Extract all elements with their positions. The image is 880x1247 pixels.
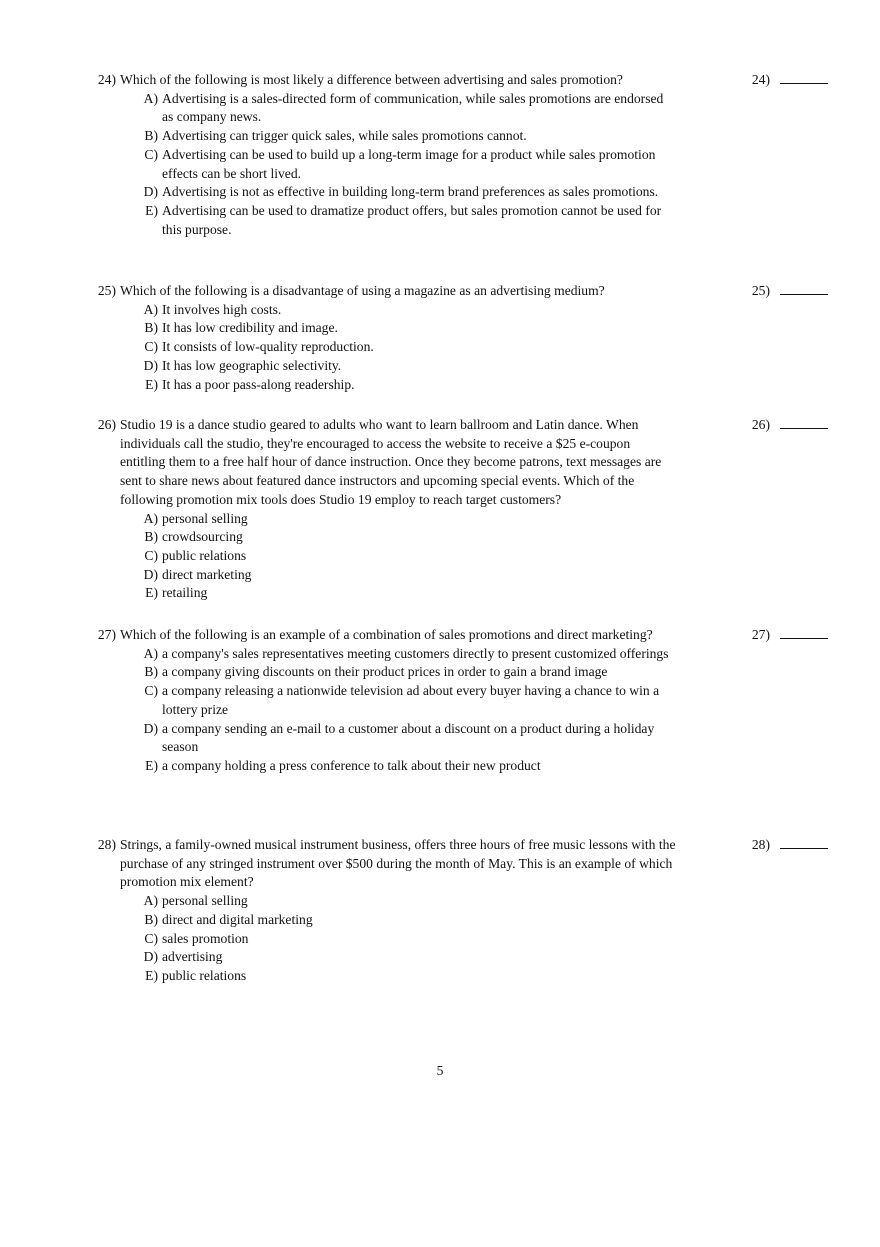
option-text: It involves high costs. (162, 301, 282, 317)
option-a (136, 510, 835, 529)
option-text: personal selling (162, 893, 248, 909)
option-letter: C) (144, 683, 158, 699)
question-number: 24) (97, 72, 116, 87)
question-28 (90, 836, 835, 986)
option-c (136, 146, 835, 183)
option-text: a company's sales representatives meeting customers directly to present customized offerings (162, 645, 669, 661)
option-e (136, 584, 835, 603)
option-text: It consists of low-quality reproduction. (162, 339, 374, 355)
question-text: Studio 19 is a dance studio geared to adults who want to learn ballroom and Latin dance. When individuals call the studio, they're encouraged to access the website to receive a $25 e-coupon entitling them to a free half hour of dance instruction. Once they become patrons, text messages are sent to share news about featured dance instructors and upcoming special events. Which of the following promotion mix tools does Studio 19 employ to reach target customers? (120, 417, 662, 507)
option-b (136, 127, 835, 146)
option-text: retailing (162, 585, 208, 601)
option-e (136, 757, 835, 776)
option-e (136, 202, 835, 239)
option-letter: C) (144, 146, 158, 162)
answer-slot (750, 71, 828, 90)
option-letter: C) (144, 547, 158, 563)
option-text: Advertising can be used to dramatize product offers, but sales promotion cannot be used for this purpose. (162, 202, 662, 237)
option-d (136, 357, 835, 376)
options-list (136, 510, 835, 604)
question-stem (90, 626, 835, 645)
question-24 (90, 71, 835, 239)
option-b (136, 319, 835, 338)
answer-blank[interactable] (780, 836, 828, 849)
option-letter: E) (145, 757, 158, 773)
option-d (136, 948, 835, 967)
answer-number: 27) (751, 627, 770, 642)
option-letter: A) (143, 645, 158, 661)
option-text: Advertising is not as effective in building long-term brand preferences as sales promotions. (162, 184, 659, 200)
option-letter: E) (145, 967, 158, 983)
option-text: direct marketing (162, 566, 252, 582)
answer-number: 26) (751, 417, 770, 432)
option-letter: D) (143, 357, 158, 373)
answer-number: 28) (751, 837, 770, 852)
option-b (136, 663, 835, 682)
option-letter: D) (143, 184, 158, 200)
option-text: crowdsourcing (162, 529, 243, 545)
option-letter: A) (143, 893, 158, 909)
option-text: direct and digital marketing (162, 911, 313, 927)
option-d (136, 720, 835, 757)
option-text: a company holding a press conference to talk about their new product (162, 757, 541, 773)
option-text: Advertising can be used to build up a long-term image for a product while sales promotion effects can be short lived. (162, 146, 656, 181)
option-e (136, 376, 835, 395)
option-text: It has a poor pass-along readership. (162, 376, 355, 392)
option-text: a company giving discounts on their product prices in order to gain a brand image (162, 664, 608, 680)
question-number: 26) (97, 417, 116, 432)
option-e (136, 967, 835, 986)
answer-blank[interactable] (780, 71, 828, 84)
question-text: Which of the following is an example of a combination of sales promotions and direct marketing? (120, 627, 653, 642)
question-text: Which of the following is a disadvantage of using a magazine as an advertising medium? (120, 283, 605, 298)
option-text: personal selling (162, 510, 248, 526)
question-stem (90, 282, 835, 301)
answer-blank[interactable] (780, 626, 828, 639)
option-text: sales promotion (162, 930, 249, 946)
option-c (136, 547, 835, 566)
option-letter: B) (144, 529, 158, 545)
question-stem (90, 836, 835, 892)
options-list (136, 892, 835, 986)
question-text: Strings, a family-owned musical instrument business, offers three hours of free music lessons with the purchase of any stringed instrument over $500 during the month of May. This is an example of which promotion mix element? (120, 837, 676, 890)
question-25 (90, 282, 835, 394)
option-text: a company sending an e-mail to a customer about a discount on a product during a holiday season (162, 720, 655, 755)
option-text: Advertising can trigger quick sales, while sales promotions cannot. (162, 128, 527, 144)
option-text: public relations (162, 547, 247, 563)
option-letter: E) (145, 202, 158, 218)
answer-slot (750, 626, 828, 645)
answer-blank[interactable] (780, 416, 828, 429)
option-letter: B) (144, 320, 158, 336)
option-text: a company releasing a nationwide television ad about every buyer having a chance to win a lottery prize (162, 683, 660, 717)
option-c (136, 930, 835, 949)
option-text: Advertising is a sales-directed form of communication, while sales promotions are endorsed as company news. (162, 90, 664, 125)
option-letter: D) (143, 949, 158, 965)
option-letter: B) (144, 664, 158, 680)
option-letter: A) (143, 510, 158, 526)
option-letter: C) (144, 339, 158, 355)
option-a (136, 90, 835, 127)
option-text: advertising (162, 949, 223, 965)
question-number: 27) (97, 627, 116, 642)
option-letter: B) (144, 128, 158, 144)
question-stem (90, 71, 835, 90)
option-letter: E) (145, 376, 158, 392)
option-letter: A) (143, 301, 158, 317)
option-letter: D) (143, 566, 158, 582)
option-a (136, 645, 835, 664)
option-letter: C) (144, 930, 158, 946)
answer-blank[interactable] (780, 282, 828, 295)
page-number: 5 (436, 1063, 444, 1078)
option-b (136, 528, 835, 547)
option-d (136, 566, 835, 585)
answer-slot (750, 416, 828, 435)
option-text: It has low geographic selectivity. (162, 357, 342, 373)
option-c (136, 682, 835, 719)
option-letter: A) (143, 90, 158, 106)
options-list (136, 301, 835, 395)
question-27 (90, 626, 835, 776)
answer-number: 24) (751, 72, 770, 87)
option-letter: D) (143, 720, 158, 736)
answer-slot (750, 282, 828, 301)
option-a (136, 892, 835, 911)
option-a (136, 301, 835, 320)
question-number: 28) (97, 837, 116, 852)
options-list (136, 645, 835, 776)
question-text: Which of the following is most likely a difference between advertising and sales promotion? (120, 72, 623, 87)
option-b (136, 911, 835, 930)
question-stem (90, 416, 835, 510)
answer-number: 25) (751, 283, 770, 298)
option-letter: B) (144, 911, 158, 927)
option-text: public relations (162, 967, 247, 983)
options-list (136, 90, 835, 240)
answer-slot (750, 836, 828, 855)
option-text: It has low credibility and image. (162, 320, 338, 336)
option-c (136, 338, 835, 357)
question-26 (90, 416, 835, 603)
option-d (136, 183, 835, 202)
question-number: 25) (97, 283, 116, 298)
option-letter: E) (145, 585, 158, 601)
